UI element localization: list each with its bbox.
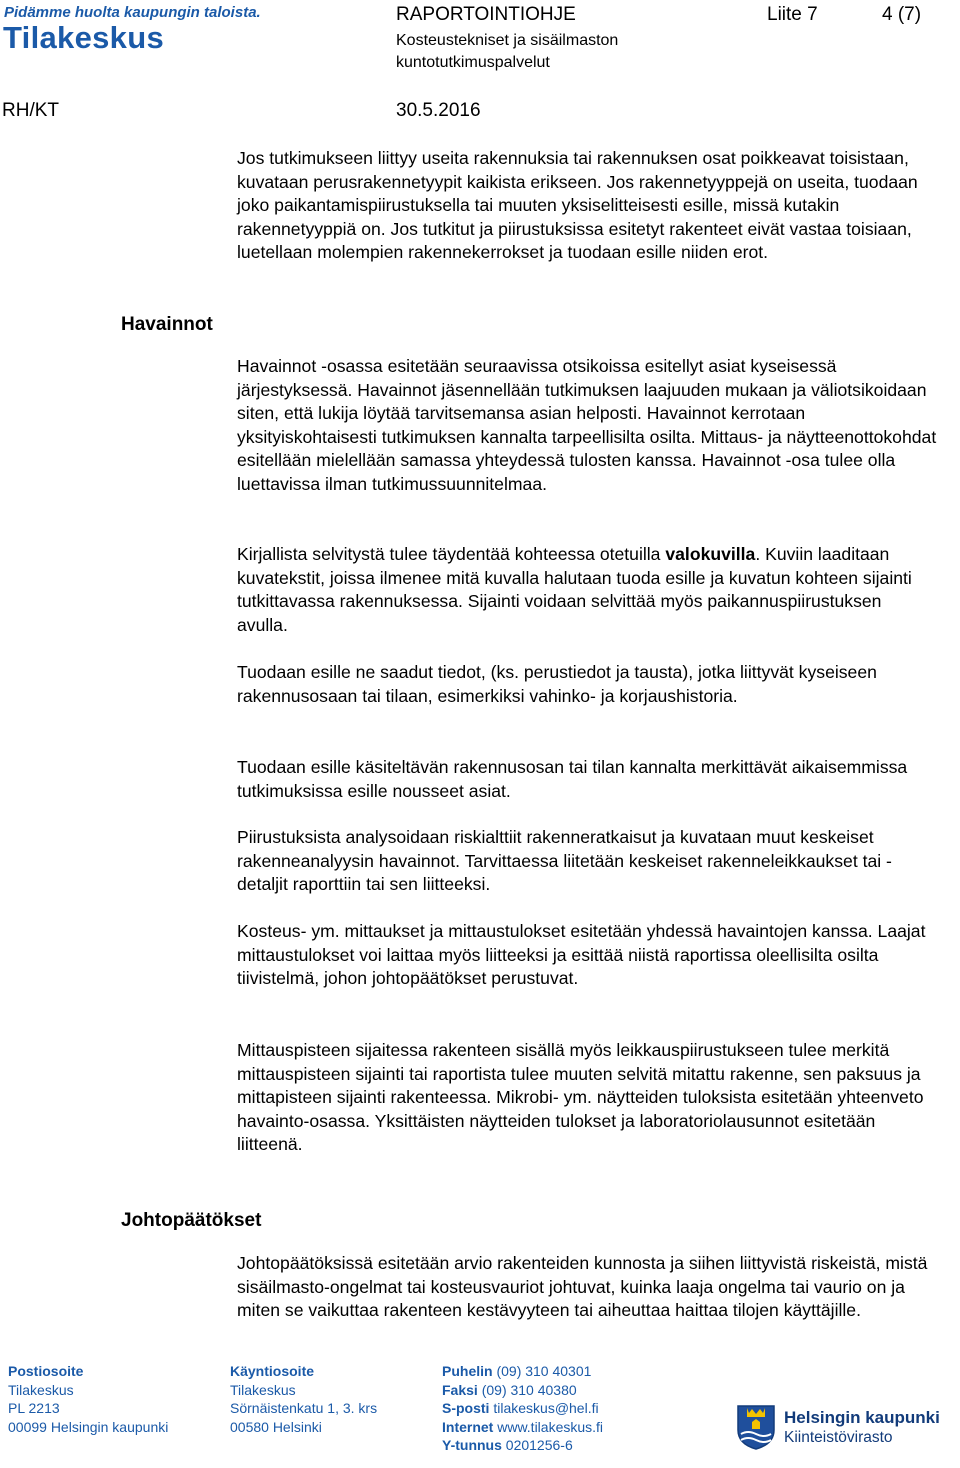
havainnot-paragraph-3: Tuodaan esille ne saadut tiedot, (ks. perustiedot ja tausta), jotka liittyvät kyseiseen rakennusosaan tai tilaan, esimerkiksi vahinko- ja korjaushistoria. <box>237 662 877 706</box>
havainnot-paragraph-6: Kosteus- ym. mittaukset ja mittaustulokset esitetään yhdessä havaintojen kanssa. Laajat mittaustulokset voi laittaa myös liitteeksi ja esittää niistä raportissa oleellisilta osilta tiivistelmä, johon johtopäätökset perustuvat. <box>237 921 926 988</box>
footer-postal-address: Postiosoite Tilakeskus PL 2213 00099 Helsingin kaupunki <box>8 1363 169 1435</box>
section-heading-johtopaatokset: Johtopäätökset <box>121 1210 262 1231</box>
page-number: 4 (7) <box>882 4 922 25</box>
footer-website[interactable]: Internet www.tilakeskus.fi <box>442 1418 604 1435</box>
helsinki-crest-icon <box>736 1404 776 1450</box>
footer-visiting-address: Käyntiosoite Tilakeskus Sörnäistenkatu 1, 3. krs 00580 Helsinki <box>230 1363 378 1435</box>
bold-term-valokuvilla: valokuvilla <box>665 544 756 564</box>
brand-tagline: Pidämme huolta kaupungin taloista. <box>4 4 261 21</box>
footer-business-id: Y-tunnus 0201256-6 <box>442 1437 573 1453</box>
havainnot-paragraph-5: Piirustuksista analysoidaan riskialttiit rakenneratkaisut ja kuvataan muut keskeiset rakenneanalyysin havainnot. Tarvittaessa liitetään keskeiset rakenneleikkaukset tai -detaljit raporttiin tai sen liitteeksi. <box>237 827 892 894</box>
document-date: 30.5.2016 <box>396 100 481 121</box>
helsinki-city-logo <box>736 1400 956 1456</box>
document-subtitle: Kosteustekniset ja sisäilmaston kuntotutkimuspalvelut <box>396 32 619 71</box>
havainnot-paragraph-4: Tuodaan esille käsiteltävän rakennusosan tai tilan kannalta merkittävät aikaisemmissa tutkimuksissa esille nousseet asiat. <box>237 757 908 801</box>
appendix-label: Liite 7 <box>767 4 818 25</box>
havainnot-paragraph-1: Havainnot -osassa esitetään seuraavissa otsikoissa esitellyt asiat kyseisessä järjestyksessä. Havainnot jäsennellään tutkimuksen laajuuden mukaan ja väliotsikoidaan siten, että lukija löytää tarvitsemansa asian helposti. Havainnot kerrotaan yksityiskohtaisesti tutkimuksen kannalta tarpeellisilta osilta. Mittaus- ja näytteenottokohdat esitellään mielellään samassa yhteydessä tulosten kanssa. Havainnot -osa tulee olla luettavissa ilman tutkimussuunnitelmaa. <box>237 356 937 494</box>
author-initials: RH/KT <box>2 100 59 121</box>
footer-email[interactable]: S-posti tilakeskus@hel.fi <box>442 1400 599 1416</box>
city-department: Kiinteistövirasto <box>784 1429 893 1446</box>
havainnot-paragraph-2: Kirjallista selvitystä tulee täydentää kohteessa otetuilla valokuvilla. Kuviin laaditaan kuvatekstit, joissa ilmenee mitä kuvalla halutaan tuoda esille ja kuvatun kohteen sijainti tutkittavassa rakennuksessa. Sijainti voidaan selvittää myös paikannuspiirustuksen avulla. <box>237 544 912 635</box>
havainnot-paragraph-7: Mittauspisteen sijaitessa rakenteen sisällä myös leikkauspiirustukseen tulee merkitä mittauspisteen sijainti tai raportista tulee muuten selvitä mitattu rakenne, sen paksuus ja mittapisteen sijainti rakenteessa. Mikrobi- ym. näytteiden tuloksista esitetään yhteenveto havainto-osassa. Yksittäisten näytteiden tulokset ja laboratoriolausunnot esitetään liitteenä. <box>237 1040 924 1154</box>
johtopaatokset-paragraph-1: Johtopäätöksissä esitetään arvio rakenteiden kunnosta ja siihen liittyvistä riskeistä, mistä sisäilmasto-ongelmat tai kosteusvauriot johtuvat, kuinka laaja ongelma tai vaurio on ja miten se vaikuttaa rakenteen kestävyyteen tai aiheuttaa haittaa tilojen käyttäjille. <box>237 1253 928 1320</box>
footer-contact-info <box>442 1362 603 1455</box>
intro-paragraph: Jos tutkimukseen liittyy useita rakennuksia tai rakennuksen osat poikkeavat toisistaan, kuvataan perusrakennetyypit kaikista erikseen. Jos rakennetyyppejä on useita, tuodaan joko paikantamispiirustuksella tai muuten yksiselitteisesti esille, missä kutakin rakennetyyppiä on. Jos tutkitut ja piirustuksissa esitetyt rakenteet eivät vastaa toisiaan, luetellaan molempien rakennekerrokset ja tuodaan esille niiden erot. <box>237 148 918 262</box>
city-name: Helsingin kaupunki <box>784 1408 940 1427</box>
section-heading-havainnot: Havainnot <box>121 314 213 335</box>
footer-phone: Puhelin (09) 310 40301 <box>442 1363 592 1379</box>
document-title: RAPORTOINTIOHJE <box>396 4 576 25</box>
brand-logo: Tilakeskus <box>3 20 164 55</box>
footer-fax: Faksi (09) 310 40380 <box>442 1381 577 1398</box>
